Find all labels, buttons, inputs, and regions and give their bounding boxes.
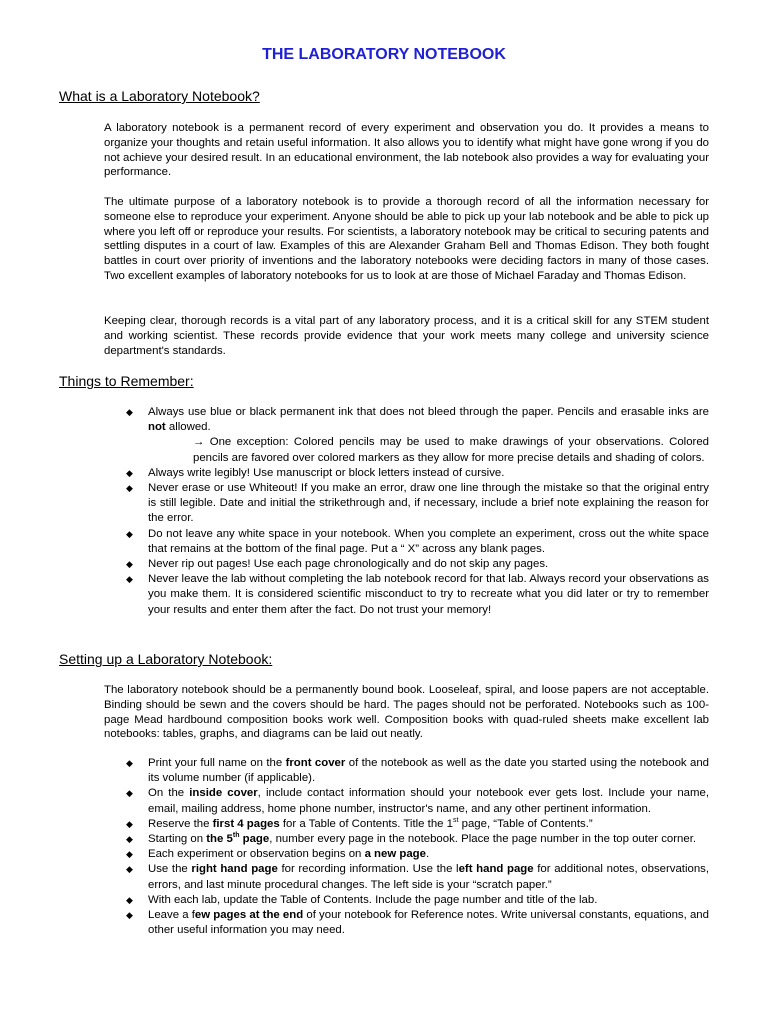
list-item: ◆ Never leave the lab without completing the lab notebook record for that lab. Always record your observations as you make them. It is considered scientific misconduct to try to recreate what you did later or try to remember your results and enter them after the fact. Do not trust your memory!: [126, 573, 709, 616]
list-item: ◆ Starting on the 5th page, number every page in the notebook. Place the page number in the top outer corner.: [126, 832, 709, 847]
list-item: ◆ Leave a few pages at the end of your notebook for Reference notes. Write universal constants, equations, and other useful information you may need.: [126, 909, 709, 937]
diamond-bullet-icon: ◆: [126, 559, 133, 570]
list-item: ◆ Print your full name on the front cover of the notebook as well as the date you started using the notebook and its volume number (if applicable).: [126, 757, 710, 785]
diamond-bullet-icon: ◆: [126, 407, 133, 417]
diamond-bullet-icon: ◆: [126, 467, 133, 478]
sub-note: → One exception: Colored pencils may be used to make drawings of your observations. Colored pencils are favored over colored markers as they allow for more precise details and shading of colors.: [193, 436, 709, 464]
diamond-bullet-icon: ◆: [126, 758, 133, 768]
paragraph-intro-2: The ultimate purpose of a laboratory notebook is to provide a thorough record of all the information necessary for someone else to reproduce your experiment. Anyone should be able to pick up your lab notebook and be able to pick up where you left off or reproduce your results. For scientists, a laboratory notebook may be critical to securing patents and settling disputes in a court of law. Examples of this are Alexander Graham Bell and Thomas Edison. They both fought battles in court over priority of inventions and the laboratory notebooks were deciding factors in many of those cases. Two excellent examples of laboratory notebooks for us to look at are those of Michael Faraday and Thomas Edison.: [104, 196, 709, 282]
list-item: ◆ With each lab, update the Table of Contents. Include the page number and title of the lab.: [126, 893, 709, 908]
paragraph-intro-1: A laboratory notebook is a permanent record of every experiment and observation you do. It provides a means to organize your thoughts and retain useful information. It also allows you to identify what might have gone wrong if you do not achieve your desired result. In an educational environment, the lab notebook also provides a way for evaluating your performance.: [104, 122, 709, 179]
list-item: ◆ Always write legibly! Use manuscript or block letters instead of cursive.: [126, 466, 709, 481]
paragraph-setup: The laboratory notebook should be a permanently bound book. Looseleaf, spiral, and loose papers are not acceptable. Binding should be sewn and the covers should be hard. The pages should not be perforated. Notebooks such as 100-page Mead hardbound composition books work well. Composition books with quad-ruled sheets make excellent lab notebooks: tables, graphs, and diagrams can be laid out neatly.: [104, 684, 709, 741]
diamond-bullet-icon: ◆: [126, 818, 133, 829]
diamond-bullet-icon: ◆: [126, 864, 133, 875]
list-item: ◆ Never erase or use Whiteout! If you make an error, draw one line through the mistake so that the original entry is still legible. Date and initial the strikethrough and, if necessary, include a brief note explaining the reason for the error.: [126, 482, 709, 525]
diamond-bullet-icon: ◆: [126, 910, 133, 921]
diamond-bullet-icon: ◆: [126, 834, 133, 845]
diamond-bullet-icon: ◆: [126, 574, 133, 585]
paragraph-intro-3: Keeping clear, thorough records is a vital part of any laboratory process, and it is a critical skill for any STEM student and working scientist. These records provide evidence that your work meets many college and university science department's standards.: [104, 315, 709, 357]
diamond-bullet-icon: ◆: [126, 849, 133, 860]
remember-list: [126, 405, 709, 618]
list-item: ◆ On the inside cover, include contact information should your notebook ever gets lost. Include your name, email, mailing address, home phone number, instructor's name, and any other pertinent information.: [126, 787, 709, 815]
list-item: ◆ Always use blue or black permanent ink that does not bleed through the paper. Pencils and erasable inks are not allowed. → One exception: Colored pencils may be used to make drawings of your observations. Colored pencils are favored over colored markers as they allow for more precise details and shading of colors.: [126, 405, 709, 466]
section-heading-setting-up: Setting up a Laboratory Notebook:: [59, 651, 273, 667]
setup-list: [126, 756, 709, 938]
diamond-bullet-icon: ◆: [126, 528, 133, 539]
diamond-bullet-icon: ◆: [126, 894, 133, 905]
section-heading-what-is: What is a Laboratory Notebook?: [59, 88, 260, 104]
list-item: ◆ Use the right hand page for recording information. Use the left hand page for additional notes, observations, errors, and last minute procedural changes. The left side is your “scratch paper.”: [126, 863, 710, 891]
diamond-bullet-icon: ◆: [126, 483, 133, 494]
list-item: ◆ Each experiment or observation begins on a new page.: [126, 847, 709, 862]
list-item: ◆ Never rip out pages! Use each page chronologically and do not skip any pages.: [126, 557, 709, 572]
diamond-bullet-icon: ◆: [126, 788, 133, 799]
section-heading-things-to-remember: Things to Remember:: [59, 373, 194, 389]
list-item: ◆ Do not leave any white space in your notebook. When you complete an experiment, cross out the white space that remains at the bottom of the final page. Put a “ X” across any blank pages.: [126, 527, 709, 555]
list-item: ◆ Reserve the first 4 pages for a Table of Contents. Title the 1st page, “Table of Contents.”: [126, 817, 709, 832]
page-title: THE LABORATORY NOTEBOOK: [262, 46, 506, 63]
